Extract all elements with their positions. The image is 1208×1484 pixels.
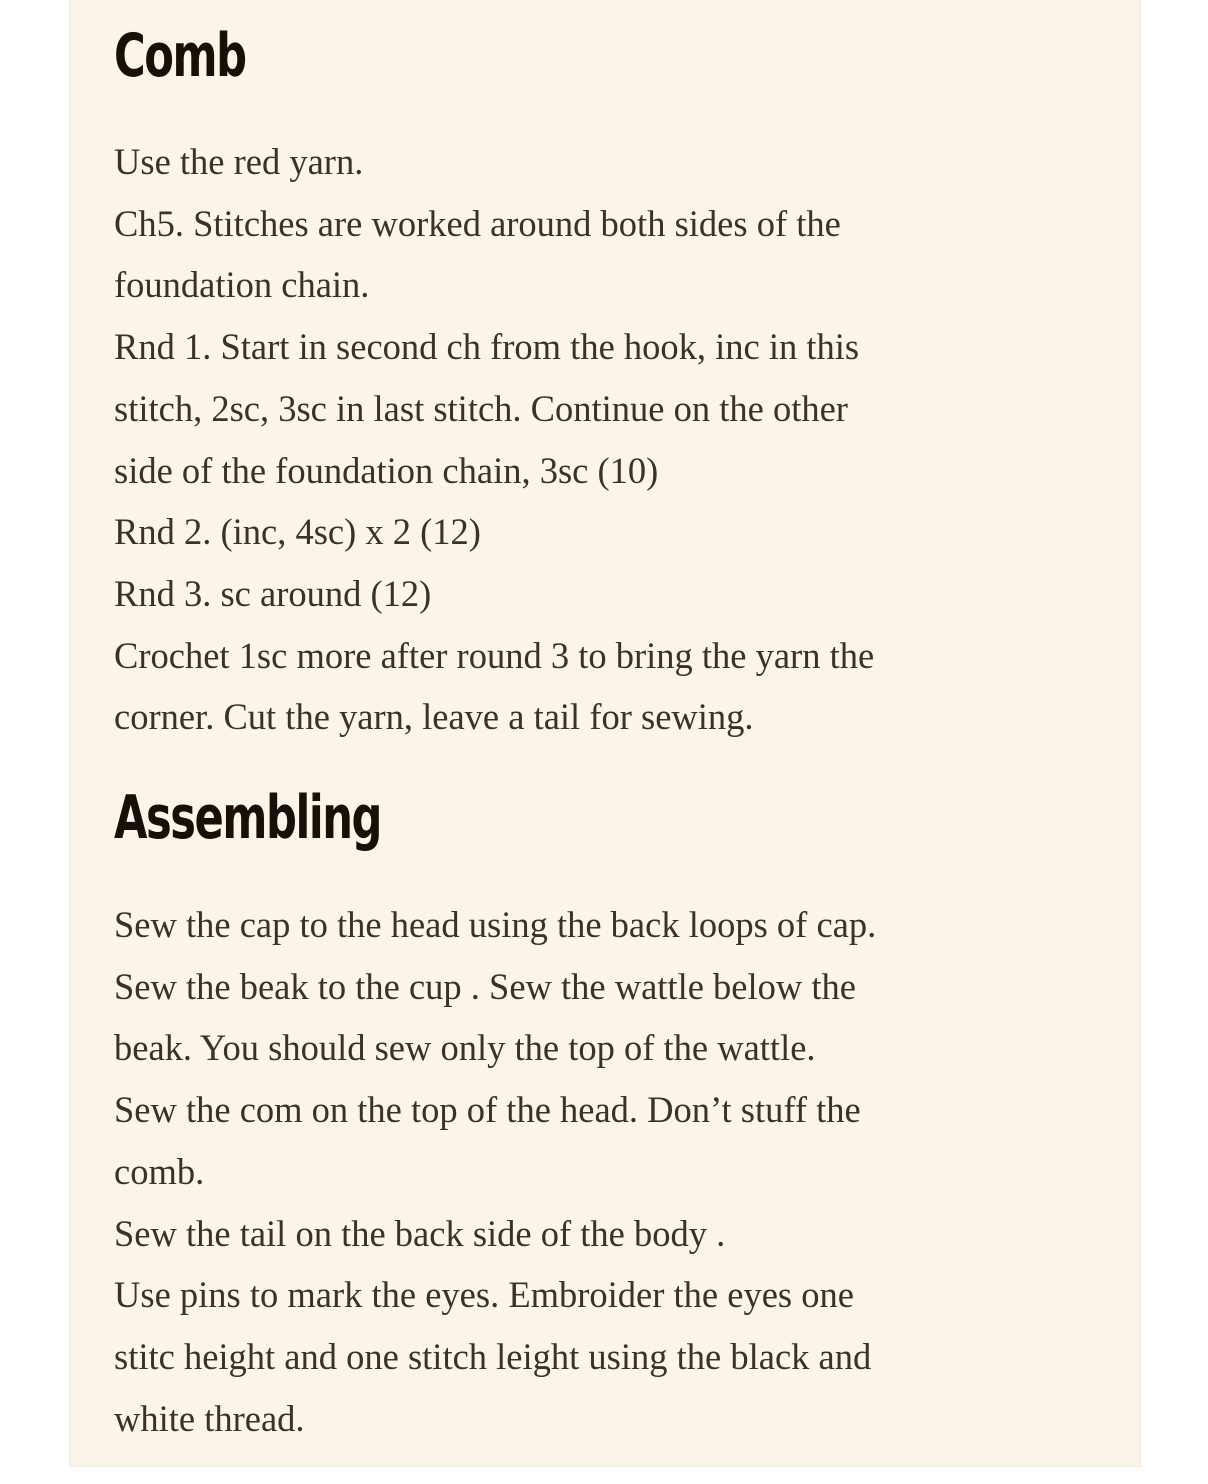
assembling-line: beak. You should sew only the top of the wattle. bbox=[114, 1027, 816, 1069]
assembling-line: Sew the tail on the back side of the body . bbox=[114, 1212, 726, 1254]
comb-line: corner. Cut the yarn, leave a tail for sewing. bbox=[114, 696, 754, 738]
assembling-instructions bbox=[114, 894, 1114, 1449]
comb-line: Use the red yarn. bbox=[114, 141, 364, 182]
comb-line: foundation chain. bbox=[114, 264, 370, 306]
assembling-line: Sew the cap to the head using the back loops of cap. bbox=[114, 904, 877, 945]
assembling-line: white thread. bbox=[114, 1397, 305, 1439]
comb-line: Rnd 2. (inc, 4sc) x 2 (12) bbox=[114, 511, 481, 553]
article-card bbox=[70, 0, 1140, 1466]
comb-line: Ch5. Stitches are worked around both sides of the bbox=[114, 202, 841, 244]
comb-line: side of the foundation chain, 3sc (10) bbox=[114, 449, 659, 491]
comb-heading: Comb bbox=[114, 21, 246, 91]
comb-line: Crochet 1sc more after round 3 to bring the yarn the bbox=[114, 634, 875, 676]
assembling-line: Use pins to mark the eyes. Embroider the eyes one bbox=[114, 1274, 854, 1316]
assembling-line: Sew the com on the top of the head. Don’t stuff the bbox=[114, 1089, 861, 1131]
assembling-line: comb. bbox=[114, 1150, 205, 1192]
comb-line: stitch, 2sc, 3sc in last stitch. Continue on the other bbox=[114, 387, 848, 429]
comb-line: Rnd 3. sc around (12) bbox=[114, 572, 432, 614]
assembling-line: stitc height and one stitch leight using the black and bbox=[114, 1335, 872, 1377]
comb-instructions bbox=[114, 131, 1114, 748]
comb-line: Rnd 1. Start in second ch from the hook, inc in this bbox=[114, 326, 860, 368]
assembling-heading: Assembling bbox=[114, 783, 381, 853]
assembling-line: Sew the beak to the cup . Sew the wattle below the bbox=[114, 965, 856, 1007]
